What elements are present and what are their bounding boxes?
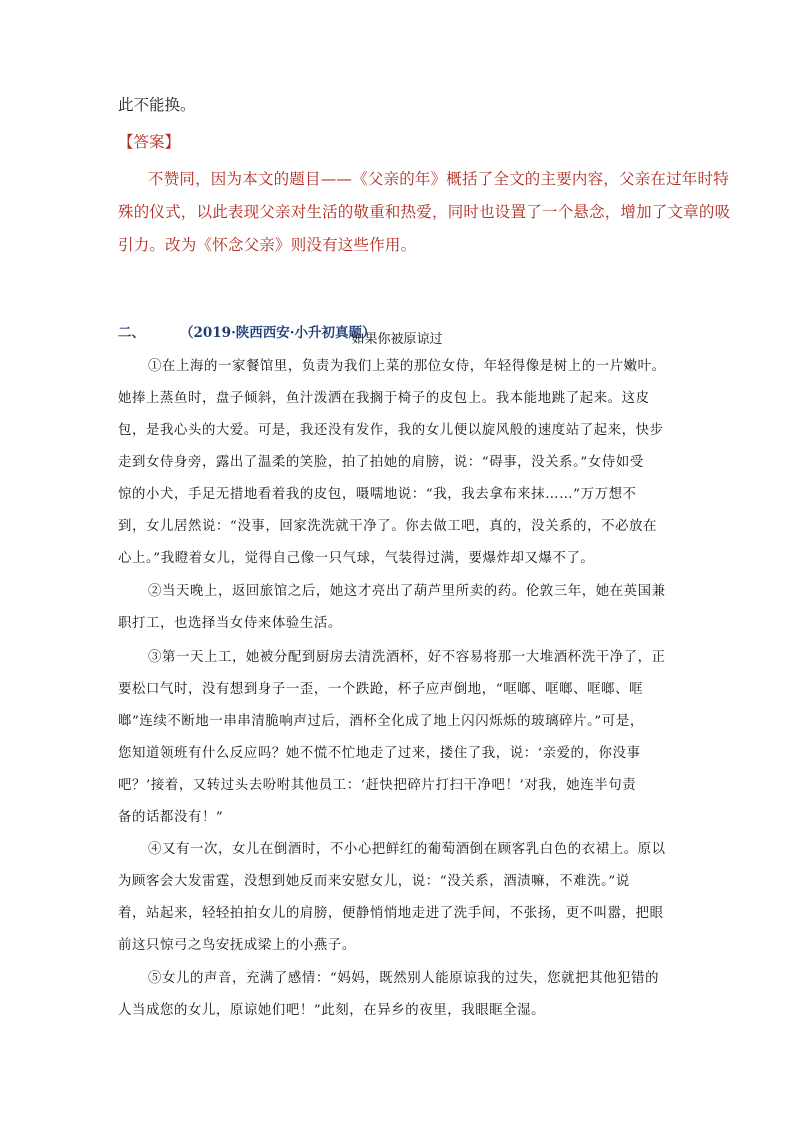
- answer-label: 【答案】: [118, 133, 181, 151]
- article-line: 吧？’接着，又转过头去吩咐其他员工：‘赶快把碎片打扫干净吧！’对我，她连半句责: [118, 778, 637, 793]
- article-line: 人当成您的女儿，原谅她们吧！”此刻，在异乡的夜里，我眼眶全湿。: [118, 1003, 546, 1018]
- article-line: ④又有一次，女儿在倒酒时，不小心把鲜红的葡萄酒倒在顾客乳白色的衣裙上。原以: [148, 842, 666, 857]
- article-line: 心上。”我瞪着女儿，觉得自己像一只气球，气装得过满，要爆炸却又爆不了。: [118, 551, 595, 566]
- article-line: ②当天晚上，返回旅馆之后，她这才亮出了葫芦里所卖的药。伦敦三年，她在英国兼: [148, 584, 666, 599]
- intro-line: 此不能换。: [118, 96, 196, 114]
- article-line: ⑤女儿的声音，充满了感情：“妈妈，既然别人能原谅我的过失，您就把其他犯错的: [148, 971, 660, 986]
- article-line: 啷”连续不断地一串串清脆响声过后，酒杯全化成了地上闪闪烁烁的玻璃碎片。”可是，: [118, 714, 644, 729]
- article-line: 惊的小犬，手足无措地看着我的皮包，嗫嚅地说：“我，我去拿布来抹……”万万想不: [118, 487, 637, 502]
- article-line: 走到女侍身旁，露出了温柔的笑脸，拍了拍她的肩膀，说：“碍事，没关系。”女侍如受: [118, 455, 644, 470]
- answer-line: 殊的仪式，以此表现父亲对生活的敬重和热爱，同时也设置了一个悬念，增加了文章的吸: [118, 203, 731, 221]
- article-line: 着，站起来，轻轻拍拍女儿的肩膀，便静悄悄地走进了洗手间，不张扬，更不叫嚣，把眼: [118, 906, 664, 921]
- article-line: 为顾客会大发雷霆，没想到她反而来安慰女儿，说：“没关系，酒渍嘛，不难洗。”说: [118, 874, 630, 889]
- article-line: 前这只惊弓之鸟安抚成梁上的小燕子。: [118, 938, 356, 953]
- answer-line: 引力。改为《怀念父亲》则没有这些作用。: [118, 236, 417, 254]
- section-source: （2019·陕西西安·小升初真题）: [180, 325, 376, 341]
- article-line: ③第一天上工，她被分配到厨房去清洗酒杯，好不容易将那一大堆酒杯洗干净了，正: [148, 650, 666, 665]
- article-line: 她捧上蒸鱼时，盘子倾斜，鱼汁泼洒在我搁于椅子的皮包上。我本能地跳了起来。这皮: [118, 391, 650, 406]
- article-line: 职打工，也选择当女侍来体验生活。: [118, 616, 342, 631]
- article-line: 要松口气时，没有想到身子一歪，一个跌跄，杯子应声倒地，“哐啷、哐啷、哐啷、哐: [118, 682, 644, 697]
- article-line: 包，是我心头的大爱。可是，我还没有发作，我的女儿便以旋风般的速度站了起来，快步: [118, 423, 664, 438]
- article-line: 备的话都没有！”: [118, 810, 224, 825]
- article-title: 如果你被原谅过: [351, 332, 443, 347]
- answer-line: 不赞同，因为本文的题目——《父亲的年》概括了全文的主要内容，父亲在过年时特: [148, 170, 729, 188]
- article-line: 到，女儿居然说：“没事，回家洗洗就干净了。你去做工吧，真的，没关系的，不必放在: [118, 519, 658, 534]
- article-line: 您知道领班有什么反应吗？她不慌不忙地走了过来，搂住了我，说：‘亲爱的，你没事: [118, 746, 641, 761]
- article-line: ①在上海的一家餐馆里，负责为我们上菜的那位女侍，年轻得像是树上的一片嫩叶。: [148, 359, 666, 374]
- section-number: 二、: [118, 325, 145, 341]
